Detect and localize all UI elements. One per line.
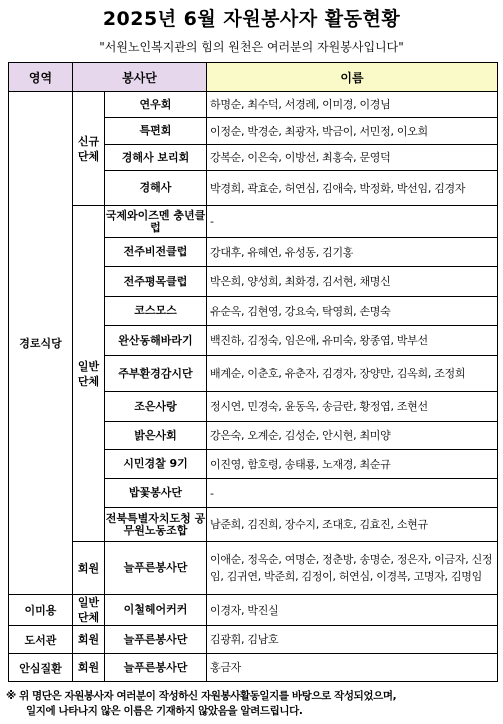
group-cell: 국제와이즈멘 충년클럽 — [105, 206, 207, 238]
group-cell: 특편회 — [105, 118, 207, 145]
category-cell: 회원 — [73, 542, 105, 595]
group-cell: 경해사 보리회 — [105, 145, 207, 171]
category-cell: 일반 단체 — [73, 595, 105, 626]
category-cell: 회원 — [73, 626, 105, 654]
group-cell: 밥꽃봉사단 — [105, 479, 207, 508]
group-cell: 밝은사회 — [105, 422, 207, 450]
category-cell: 신규 단체 — [73, 92, 105, 206]
group-cell: 이철헤어커커 — [105, 595, 207, 626]
names-cell: 이진영, 함호령, 송태룡, 노재경, 최순규 — [207, 450, 498, 479]
group-cell: 늘푸른봉사단 — [105, 626, 207, 654]
names-cell: 강대후, 유혜연, 유성동, 김기홍 — [207, 238, 498, 267]
names-cell: 이애순, 정옥순, 여명순, 정춘방, 송명순, 정은자, 이금자, 신정임, 김귀연, 박준희, 김정이, 허연심, 이경복, 고명자, 김명임 — [207, 542, 498, 595]
names-cell: 박은희, 양성희, 최화경, 김서현, 채명신 — [207, 267, 498, 297]
group-cell: 연우회 — [105, 92, 207, 118]
table-row — [9, 206, 498, 238]
area-cell: 이미용 — [9, 595, 73, 626]
category-cell: 일반 단체 — [73, 206, 105, 542]
names-cell: 정시연, 민경숙, 윤동옥, 송금란, 황정엽, 조현선 — [207, 392, 498, 422]
names-cell: - — [207, 206, 498, 238]
names-cell: 이경자, 박진실 — [207, 595, 498, 626]
table-row — [9, 595, 498, 626]
group-cell: 전주평목클럽 — [105, 267, 207, 297]
names-cell: 유순옥, 김현영, 강요숙, 탁영희, 손명숙 — [207, 297, 498, 326]
names-cell: 배계순, 이춘호, 유춘자, 김경자, 장양만, 김옥희, 조정희 — [207, 356, 498, 392]
volunteer-table — [8, 62, 498, 682]
header-area: 영역 — [9, 63, 73, 92]
group-cell: 늘푸른봉사단 — [105, 542, 207, 595]
area-cell: 안심질환 — [9, 654, 73, 682]
table-row — [9, 542, 498, 595]
area-cell: 경로식당 — [9, 92, 73, 595]
header-names: 이름 — [207, 63, 498, 92]
names-cell: 김광휘, 김남호 — [207, 626, 498, 654]
table-row — [9, 654, 498, 682]
group-cell: 전북특별자치도청 공무원노동조합 — [105, 508, 207, 542]
group-cell: 주부환경감시단 — [105, 356, 207, 392]
group-cell: 전주비전클럽 — [105, 238, 207, 267]
names-cell: 백진하, 김정숙, 임은애, 유미숙, 왕종엽, 박부선 — [207, 326, 498, 356]
page-subtitle: "서원노인복지관의 힘의 원천은 여러분의 자원봉사입니다" — [99, 40, 404, 54]
group-cell: 늘푸른봉사단 — [105, 654, 207, 682]
category-cell: 회원 — [73, 654, 105, 682]
table-row — [9, 626, 498, 654]
names-cell: 이정순, 박경순, 최광자, 박금이, 서민정, 이오희 — [207, 118, 498, 145]
table-header-row — [9, 63, 498, 92]
names-cell: 강은숙, 오계순, 김성순, 안시현, 최미양 — [207, 422, 498, 450]
group-cell: 경해사 — [105, 171, 207, 206]
names-cell: 박경희, 곽효순, 허연심, 김애숙, 박정화, 박선임, 김경자 — [207, 171, 498, 206]
footnote-line2: 일지에 나타나지 않은 이름은 기재하지 않았음을 알려드립니다. — [26, 705, 303, 717]
area-cell: 도서관 — [9, 626, 73, 654]
names-cell: 강복순, 이은숙, 이방선, 최홍숙, 문영덕 — [207, 145, 498, 171]
group-cell: 시민경찰 9기 — [105, 450, 207, 479]
names-cell: 하명순, 최수덕, 서경례, 이미경, 이경님 — [207, 92, 498, 118]
table-row — [9, 92, 498, 118]
group-cell: 조은사랑 — [105, 392, 207, 422]
page-title: 2025년 6월 자원봉사자 활동현황 — [102, 8, 401, 30]
group-cell: 완산동해바라기 — [105, 326, 207, 356]
names-cell: 남준희, 김진희, 장수지, 조대호, 김효진, 소현규 — [207, 508, 498, 542]
footnote — [6, 689, 501, 719]
names-cell: 홍금자 — [207, 654, 498, 682]
group-cell: 코스모스 — [105, 297, 207, 326]
names-cell: - — [207, 479, 498, 508]
footnote-line1: ※ 위 명단은 자원봉사자 여러분이 작성하신 자원봉사활동일지를 바탕으로 작성되었으며, — [6, 690, 397, 702]
header-group: 봉사단 — [73, 63, 207, 92]
